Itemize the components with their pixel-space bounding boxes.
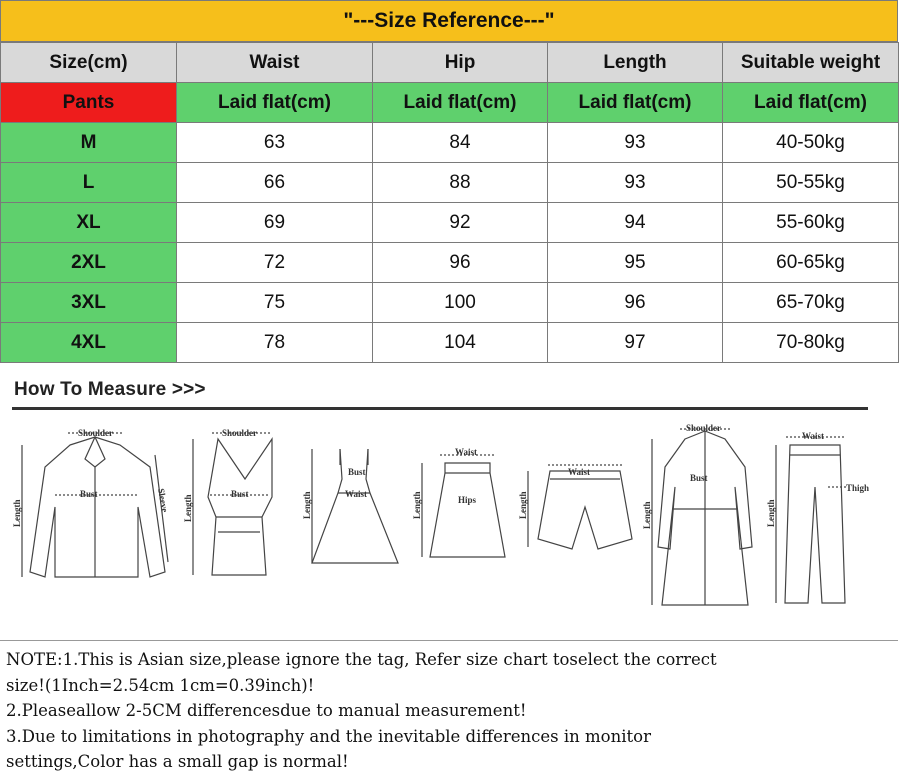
subheader-length: Laid flat(cm) [548, 83, 723, 123]
measurement-illustrations [0, 367, 898, 639]
weight-cell: 40-50kg [723, 123, 899, 163]
size-notes [0, 640, 898, 778]
label-length: Length [766, 499, 776, 527]
subheader-waist: Laid flat(cm) [177, 83, 373, 123]
weight-cell: 60-65kg [723, 243, 899, 283]
weight-cell: 70-80kg [723, 323, 899, 363]
label-length: Length [518, 491, 528, 519]
size-cell: 3XL [1, 283, 177, 323]
hip-cell: 96 [373, 243, 548, 283]
header-row [1, 43, 899, 83]
label-shoulder: Shoulder [686, 423, 722, 433]
table-row [1, 323, 899, 363]
table-row [1, 203, 899, 243]
note-line: size!(1Inch=2.54cm 1cm=0.39inch)! [6, 675, 315, 695]
waist-cell: 75 [177, 283, 373, 323]
header-waist: Waist [177, 43, 373, 83]
label-hips: Hips [458, 495, 477, 505]
waist-cell: 78 [177, 323, 373, 363]
label-thigh: Thigh [846, 483, 870, 493]
shorts-illustration [528, 465, 632, 549]
weight-cell: 65-70kg [723, 283, 899, 323]
label-waist: Waist [568, 467, 591, 477]
size-cell: L [1, 163, 177, 203]
label-shoulder: Shoulder [222, 428, 258, 438]
size-cell: XL [1, 203, 177, 243]
how-to-measure-title: How To Measure >>> [14, 379, 206, 400]
coat-illustration [652, 429, 752, 605]
pants-illustration [776, 437, 848, 603]
length-cell: 95 [548, 243, 723, 283]
waist-cell: 72 [177, 243, 373, 283]
length-cell: 94 [548, 203, 723, 243]
hip-cell: 100 [373, 283, 548, 323]
length-cell: 93 [548, 123, 723, 163]
subheader-pants: Pants [1, 83, 177, 123]
table-row [1, 163, 899, 203]
label-bust: Bust [231, 489, 249, 499]
skirt-illustration [422, 455, 505, 557]
note-line: settings,Color has a small gap is normal! [6, 752, 349, 771]
label-length: Length [12, 499, 22, 527]
table-row [1, 283, 899, 323]
label-shoulder: Shoulder [78, 428, 114, 438]
hip-cell: 104 [373, 323, 548, 363]
subheader-hip: Laid flat(cm) [373, 83, 548, 123]
size-cell: 2XL [1, 243, 177, 283]
length-cell: 96 [548, 283, 723, 323]
label-bust: Bust [80, 489, 98, 499]
length-cell: 93 [548, 163, 723, 203]
label-sleeve: Sleeve [156, 487, 171, 513]
subheader-weight: Laid flat(cm) [723, 83, 899, 123]
waist-cell: 63 [177, 123, 373, 163]
label-length: Length [412, 491, 422, 519]
table-row [1, 123, 899, 163]
label-waist: Waist [345, 489, 368, 499]
note-line: 3.Due to limitations in photography and the inevitable differences in monitor [6, 726, 651, 746]
subheader-row [1, 83, 899, 123]
label-waist: Waist [455, 447, 478, 457]
weight-cell: 55-60kg [723, 203, 899, 243]
waist-cell: 66 [177, 163, 373, 203]
waist-cell: 69 [177, 203, 373, 243]
length-cell: 97 [548, 323, 723, 363]
header-hip: Hip [373, 43, 548, 83]
note-line: 2.Pleaseallow 2-5CM differencesdue to manual measurement! [6, 701, 527, 720]
size-cell: M [1, 123, 177, 163]
size-cell: 4XL [1, 323, 177, 363]
size-table [0, 42, 899, 363]
hip-cell: 92 [373, 203, 548, 243]
weight-cell: 50-55kg [723, 163, 899, 203]
label-bust: Bust [348, 467, 366, 477]
header-weight: Suitable weight [723, 43, 899, 83]
size-reference-title: "---Size Reference---" [0, 0, 898, 42]
label-length: Length [183, 494, 193, 522]
header-length: Length [548, 43, 723, 83]
label-length: Length [302, 491, 312, 519]
tank-top-illustration [193, 433, 272, 575]
hip-cell: 84 [373, 123, 548, 163]
label-bust: Bust [690, 473, 708, 483]
blouse-illustration [22, 433, 171, 577]
header-size: Size(cm) [1, 43, 177, 83]
hip-cell: 88 [373, 163, 548, 203]
label-length: Length [642, 501, 652, 529]
note-line: NOTE:1.This is Asian size,please ignore the tag, Refer size chart toselect the correct [6, 650, 717, 669]
how-to-measure-section [0, 367, 898, 639]
table-row [1, 243, 899, 283]
label-waist: Waist [802, 431, 825, 441]
